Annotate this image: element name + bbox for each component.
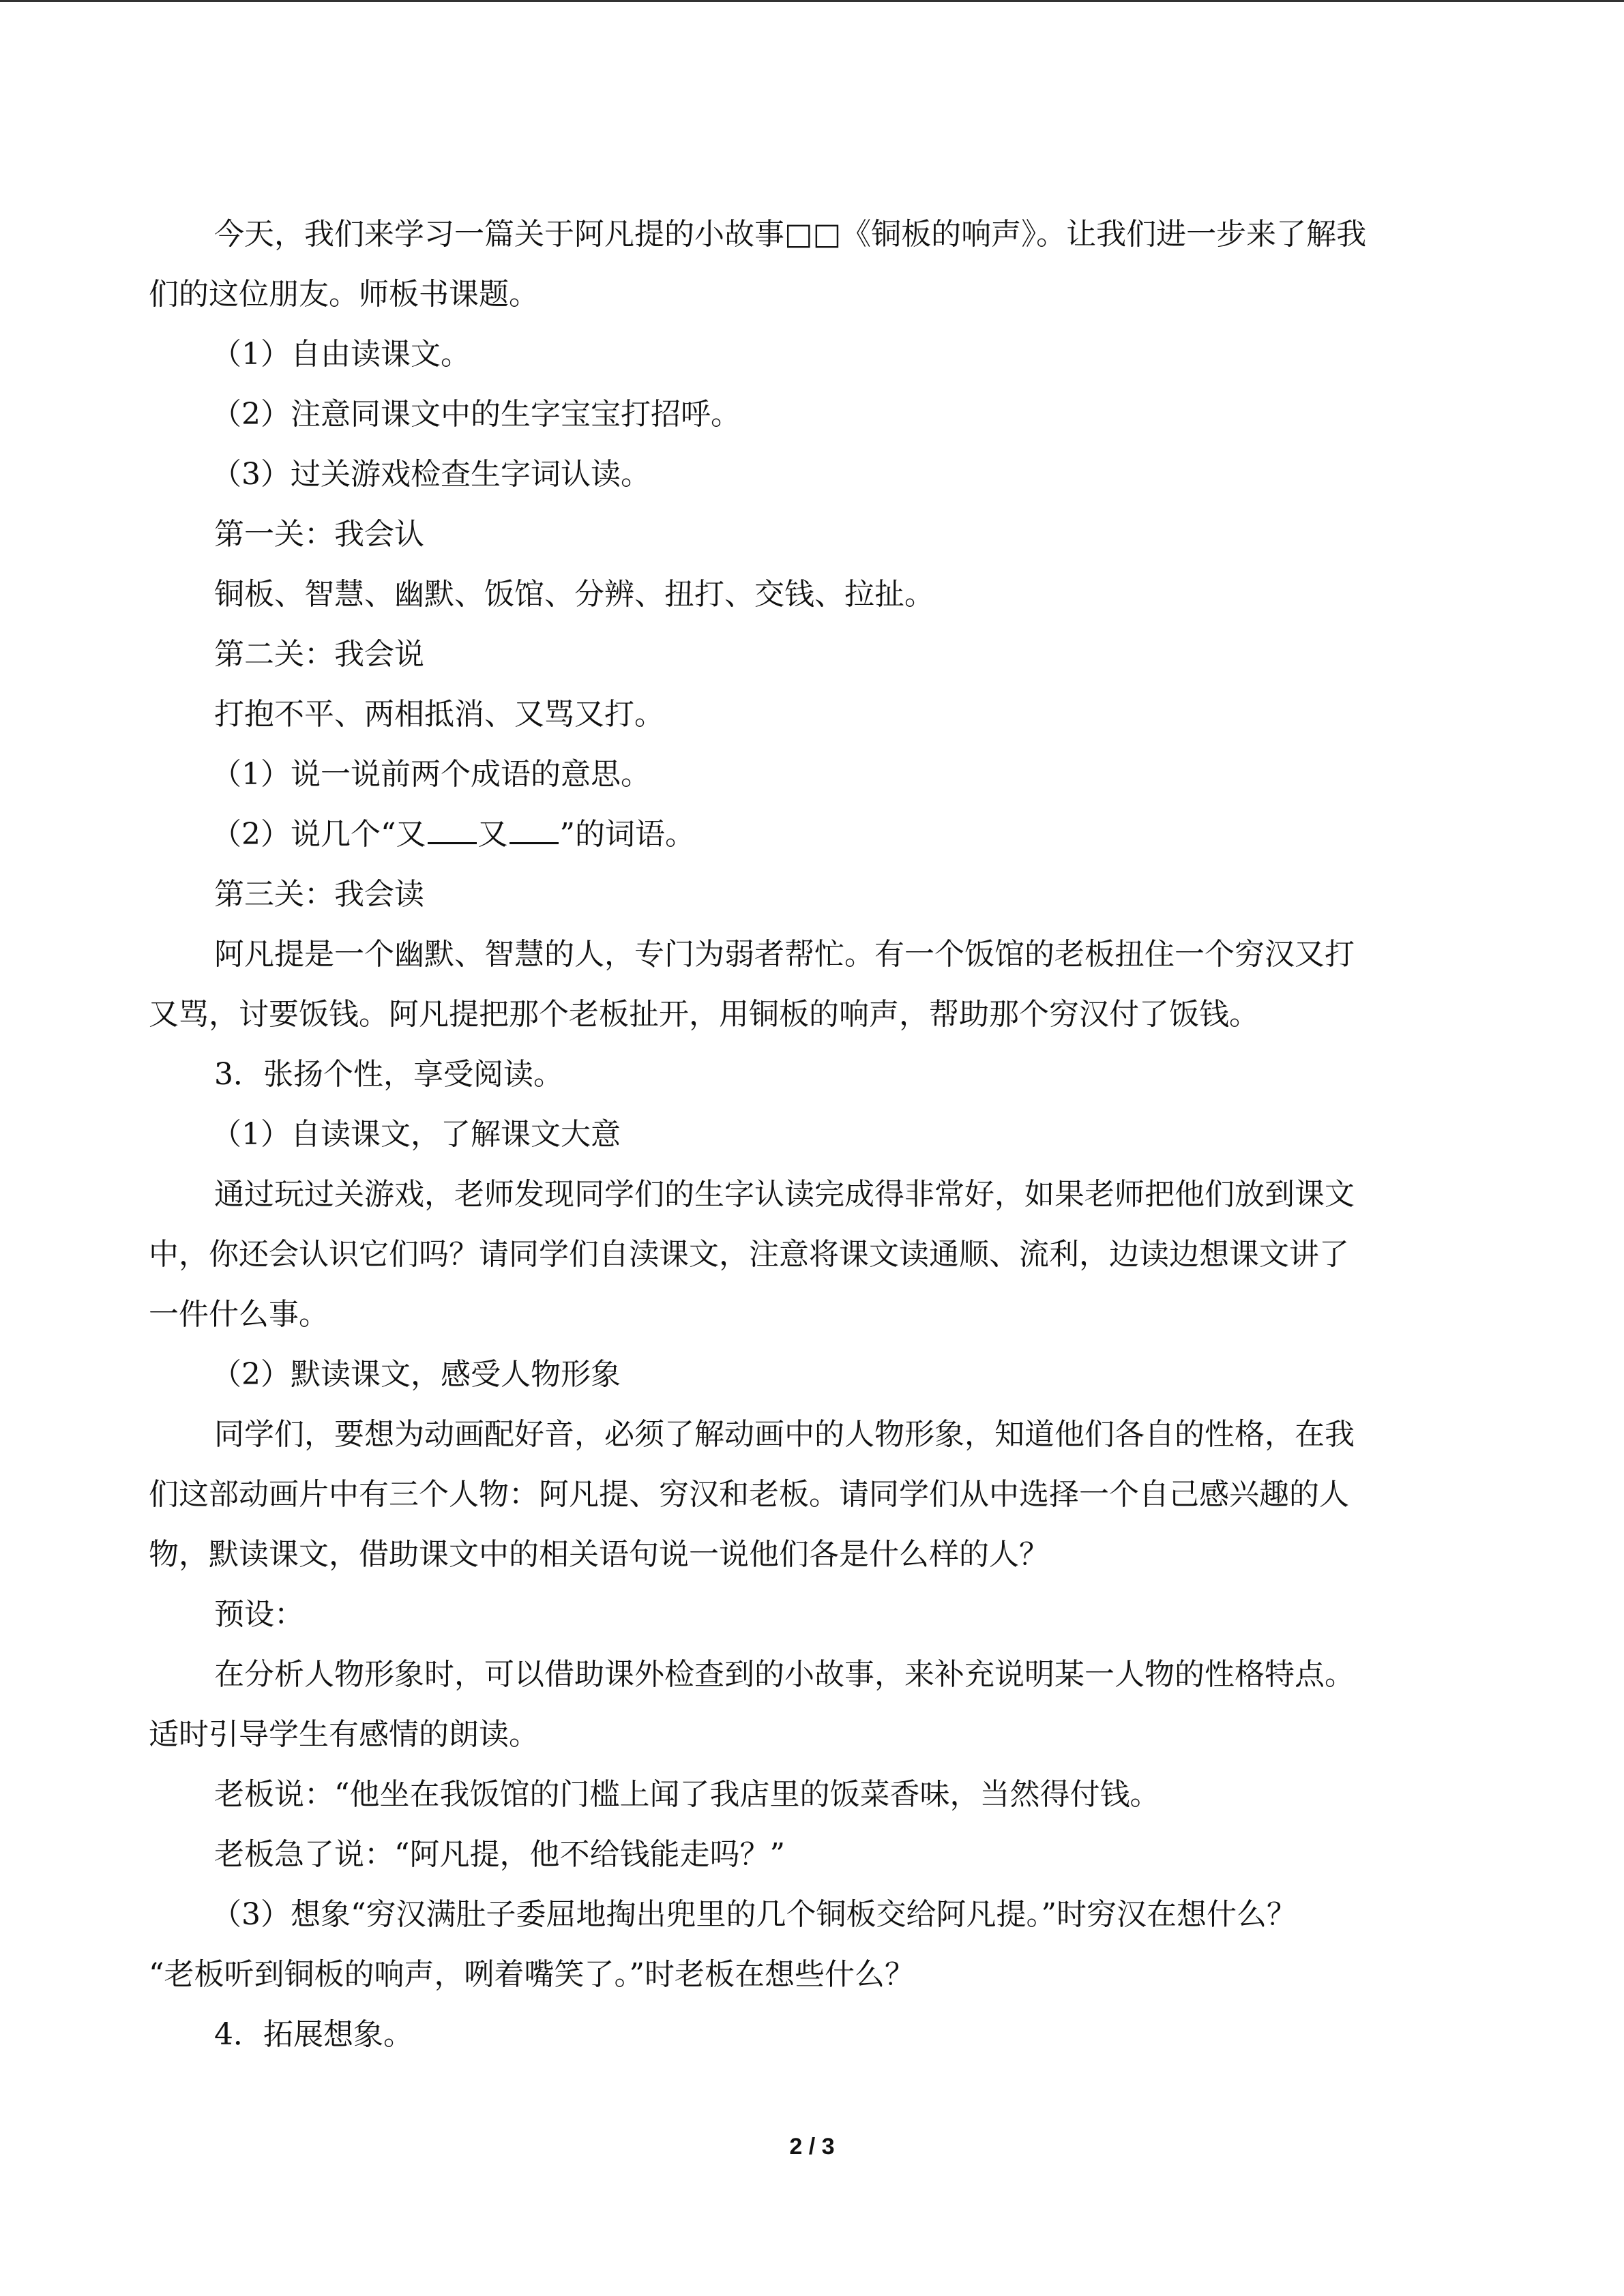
page-number: 2 / 3 [789,2134,835,2160]
step-greet-new-characters: （2）注意同课文中的生字宝宝打招呼。 [211,397,741,432]
boss-quote-2: 老板急了说：“阿凡提，他不给钱能走吗？” [214,1837,785,1872]
self-reading-text-line-1: 通过玩过关游戏，老师发现同学们的生字认读完成得非常好，如果老师把他们放到课文 [214,1177,1355,1212]
silent-reading-text-line-2: 们这部动画片中有三个人物：阿凡提、穷汉和老板。请同学们从中选择一个自己感兴趣的人 [149,1477,1349,1512]
top-border-line [0,0,1624,2]
idiom-task-two-part-c: ”的词语。 [559,817,695,852]
imagine-task-line-2: “老板听到铜板的响声，咧着嘴笑了。”时老板在想些什么？ [149,1957,915,1992]
fill-blank-2 [510,819,559,844]
paragraph-intro-line-2: 们的这位朋友。师板书课题。 [149,277,539,312]
idiom-task-one: （1）说一说前两个成语的意思。 [211,757,651,792]
level-three-text-line-1: 阿凡提是一个幽默、智慧的人，专门为弱者帮忙。有一个饭馆的老板扭住一个穷汉又打 [214,937,1355,972]
imagine-task-line-1: （3）想象“穷汉满肚子委屈地掏出兜里的几个铜板交给阿凡提。”时穷汉在想什么？ [211,1897,1297,1932]
section-3-heading: 3．张扬个性，享受阅读。 [214,1057,563,1092]
step-free-reading: （1）自由读课文。 [211,337,471,372]
self-reading-text-line-3: 一件什么事。 [149,1297,329,1332]
silent-reading-text-line-3: 物，默读课文，借助课文中的相关语句说一说他们各是什么样的人？ [149,1537,1049,1572]
level-two-heading: 第二关：我会说 [214,637,424,672]
boss-quote-1: 老板说：“他坐在我饭馆的门槛上闻了我店里的饭菜香味，当然得付钱。 [214,1777,1160,1812]
idiom-task-two-part-b: 又 [477,817,508,852]
paragraph-intro-line-1: 今天，我们来学习一篇关于阿凡提的小故事□□《铜板的响声》。让我们进一步来了解我 [214,217,1367,252]
level-one-heading: 第一关：我会认 [214,517,424,552]
idiom-task-two [149,805,1479,865]
self-reading-text-line-2: 中，你还会认识它们吗？请同学们自渎课文，注意将课文读通顺、流利，边读边想课文讲了 [149,1237,1349,1272]
subsection-silent-reading: （2）默读课文，感受人物形象 [211,1357,621,1392]
level-three-text-line-2: 又骂，讨要饭钱。阿凡提把那个老板扯开，用铜板的响声，帮助那个穷汉付了饭钱。 [149,997,1259,1032]
level-two-idioms: 打抱不平、两相抵消、又骂又打。 [214,697,664,732]
step-level-game: （3）过关游戏检查生字词认读。 [211,457,651,492]
preset-text-line-2: 适时引导学生有感情的朗读。 [149,1717,539,1752]
document-body [149,205,1479,2065]
idiom-task-two-part-a: （2）说几个“又 [211,817,426,852]
level-one-words: 铜板、智慧、幽默、饭馆、分辨、扭打、交钱、拉扯。 [214,577,934,612]
section-4-heading: 4．拓展想象。 [214,2017,413,2052]
silent-reading-text-line-1: 同学们，要想为动画配好音，必须了解动画中的人物形象，知道他们各自的性格，在我 [214,1417,1355,1452]
fill-blank-1 [428,819,477,844]
preset-heading: 预设： [214,1597,304,1632]
preset-text-line-1: 在分析人物形象时，可以借助课外检查到的小故事，来补充说明某一人物的性格特点。 [214,1657,1355,1692]
subsection-self-reading: （1）自读课文，了解课文大意 [211,1117,621,1152]
level-three-heading: 第三关：我会读 [214,877,424,912]
